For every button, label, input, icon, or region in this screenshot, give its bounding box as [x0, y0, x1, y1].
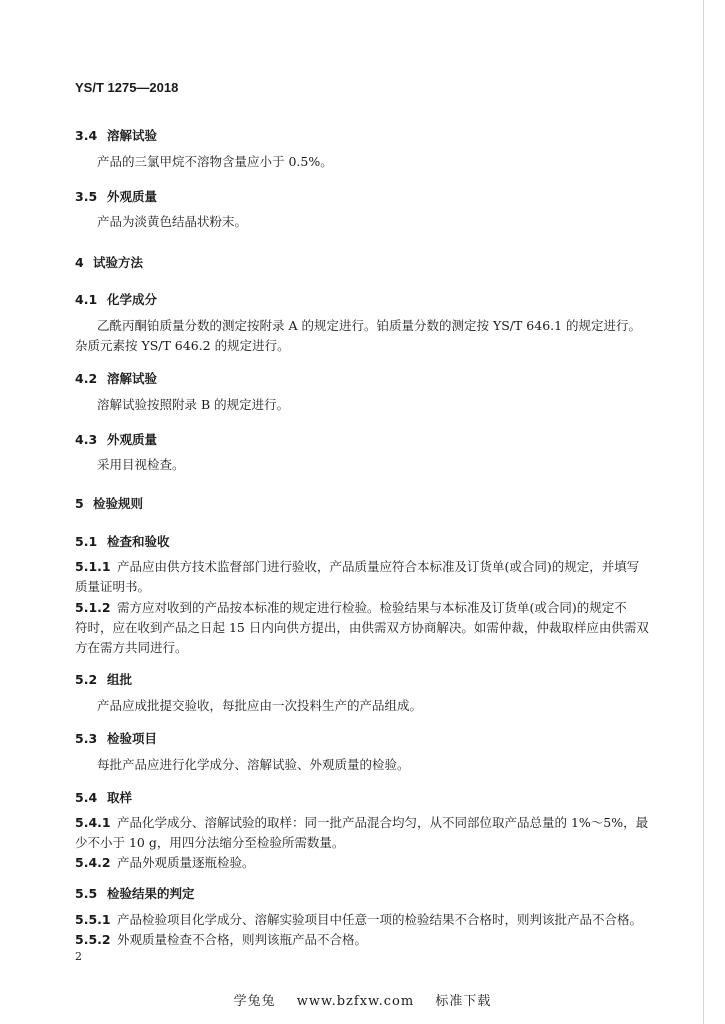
clause-5-4-2: 5.4.2 产品外观质量逐瓶检验。 — [75, 855, 255, 870]
footer-site-name: 学兔兔 — [233, 994, 276, 1009]
paragraph-3-5: 产品为淡黄色结晶状粉末。 — [97, 214, 248, 229]
watermark-footer — [0, 990, 725, 1009]
heading-3-5: 3.5 外观质量 — [75, 189, 158, 204]
heading-3-4: 3.4 溶解试验 — [75, 128, 158, 143]
clause-5-5-2: 5.5.2 外观质量检查不合格，则判该瓶产品不合格。 — [75, 932, 368, 947]
clause-5-1-1-line2: 质量证明书。 — [75, 579, 151, 594]
paragraph-4-1-line2: 杂质元素按 YS/T 646.2 的规定进行。 — [75, 338, 290, 353]
standard-code-header: YS/T 1275—2018 — [75, 80, 179, 95]
heading-5-2: 5.2 组批 — [75, 672, 133, 687]
clause-5-4-1-line2: 少不小于 10 g，用四分法缩分至检验所需数量。 — [75, 835, 345, 850]
heading-4-2: 4.2 溶解试验 — [75, 371, 158, 386]
clause-5-1-1-line1: 5.1.1 产品应由供方技术监督部门进行验收，产品质量应符合本标准及订货单(或合同)的规定，并填写 — [75, 559, 640, 574]
clause-5-5-1: 5.5.1 产品检验项目化学成分、溶解实验项目中任意一项的检验结果不合格时，则判该批产品不合格。 — [75, 912, 643, 927]
heading-5: 5 检验规则 — [75, 496, 144, 511]
clause-5-4-1-line1: 5.4.1 产品化学成分、溶解试验的取样：同一批产品混合均匀，从不同部位取产品总量的 1%～5%，最 — [75, 815, 649, 830]
paragraph-5-2: 产品应成批提交验收，每批应由一次投料生产的产品组成。 — [97, 698, 423, 713]
heading-5-5: 5.5 检验结果的判定 — [75, 886, 195, 901]
paragraph-4-2: 溶解试验按照附录 B 的规定进行。 — [97, 397, 290, 412]
heading-5-3: 5.3 检验项目 — [75, 731, 158, 746]
heading-5-4: 5.4 取样 — [75, 790, 133, 805]
paragraph-4-1-line1: 乙酰丙酮铂质量分数的测定按附录 A 的规定进行。铂质量分数的测定按 YS/T 646.1 的规定进行。 — [97, 318, 642, 333]
heading-5-1: 5.1 检查和验收 — [75, 534, 170, 549]
clause-5-1-2-line2: 符时，应在收到产品之日起 15 日内向供方提出，由供需双方协商解决。如需仲裁，仲裁取样应由供需双 — [75, 620, 649, 635]
page-edge-line — [703, 0, 704, 1024]
heading-4: 4 试验方法 — [75, 255, 144, 270]
paragraph-5-3: 每批产品应进行化学成分、溶解试验、外观质量的检验。 — [97, 757, 410, 772]
paragraph-4-3: 采用目视检查。 — [97, 457, 185, 472]
footer-slogan: 标准下载 — [435, 994, 492, 1009]
footer-url[interactable]: www.bzfxw.com — [296, 994, 415, 1009]
paragraph-3-4: 产品的三氯甲烷不溶物含量应小于 0.5%。 — [97, 154, 333, 169]
heading-4-3: 4.3 外观质量 — [75, 432, 158, 447]
heading-4-1: 4.1 化学成分 — [75, 292, 158, 307]
page-number: 2 — [75, 950, 82, 963]
clause-5-1-2-line1: 5.1.2 需方应对收到的产品按本标准的规定进行检验。检验结果与本标准及订货单(或合同)的规定不 — [75, 600, 627, 615]
clause-5-1-2-line3: 方在需方共同进行。 — [75, 640, 188, 655]
